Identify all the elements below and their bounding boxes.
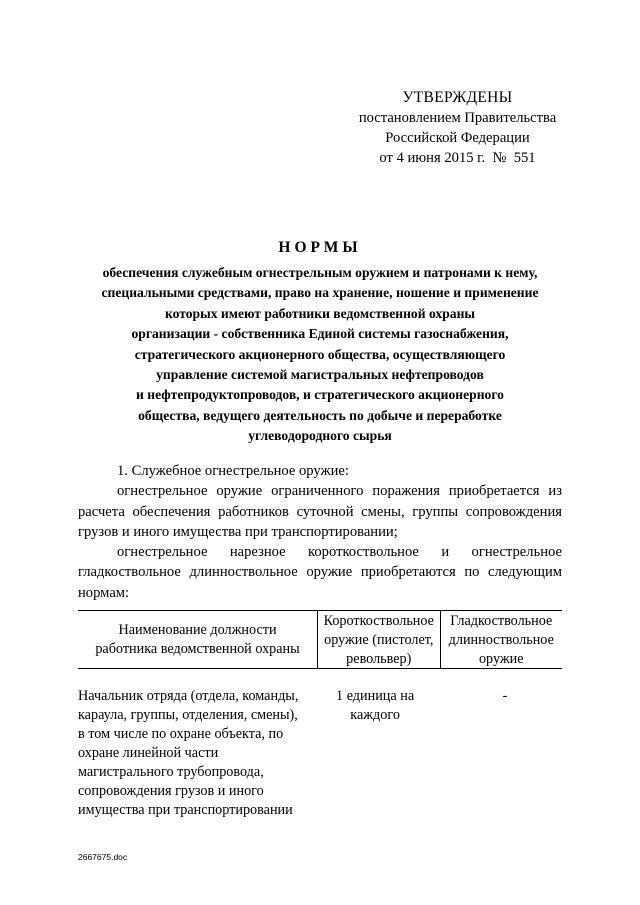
norms-table [78, 610, 562, 820]
cell-position: Начальник отряда (отдела, команды, караула, группы, отделения, смены), в том числе по охране объекта, по охране линейной части магистрального трубопровода, сопровождения грузов и иного имущества при транспортировании [78, 688, 299, 818]
header-short-barrel: Короткоствольное оружие (пистолет, револьвер) [317, 611, 441, 668]
header-long-barrel: Гладкоствольное длинноствольное оружие [448, 613, 554, 667]
subtitle-line: управление системой магистральных нефтепроводов [156, 367, 484, 383]
subtitle-line: организации - собственника Единой системы газоснабжения, [131, 326, 509, 342]
file-name-footer: 2667675.doc [78, 852, 128, 862]
approval-line-3: от 4 июня 2015 г. № 551 [379, 150, 536, 166]
cell-long-barrel: - [502, 688, 508, 704]
header-position-text: Наименование должности работника ведомственной охраны [95, 621, 300, 657]
approval-line-1: постановлением Правительства [358, 110, 557, 126]
section-heading: 1. Служебное огнестрельное оружие: [117, 463, 349, 479]
table-header-row [78, 611, 562, 669]
approval-heading: УТВЕРЖДЕНЫ [402, 89, 513, 106]
document-subtitle [60, 263, 580, 447]
document-body [78, 461, 562, 603]
subtitle-line: обеспечения служебным огнестрельным оружием и патронами к нему, [102, 265, 538, 280]
subtitle-line: углеводородного сырья [248, 428, 392, 444]
cell-short-barrel: 1 единица на каждого [336, 688, 415, 723]
subtitle-line: и нефтепродуктопроводов, и стратегического акционерного [136, 387, 504, 403]
subtitle-line: общества, ведущего деятельность по добыче и переработке [138, 407, 502, 423]
subtitle-line: специальными средствами, право на хранение, ношение и применение [101, 285, 539, 301]
paragraph-rifled-weapon: огнестрельное нарезное короткоствольное и огнестрельное гладкоствольное длинноствольное оружие приобретаются по следующим нормам: [78, 544, 562, 601]
document-title: НОРМЫ [278, 239, 362, 256]
header-position [78, 611, 317, 668]
subtitle-line: которых имеют работники ведомственной охраны [164, 305, 476, 321]
approval-line-2: Российской Федерации [385, 130, 530, 146]
paragraph-limited-weapon: огнестрельное оружие ограниченного поражения приобретается из расчета обеспечения работников суточной смены, группы сопровождения грузов и иного имущества при транспортировании; [78, 483, 562, 540]
approval-block [345, 88, 570, 168]
table-row [78, 687, 562, 820]
subtitle-line: стратегического акционерного общества, осуществляющего [134, 346, 506, 362]
